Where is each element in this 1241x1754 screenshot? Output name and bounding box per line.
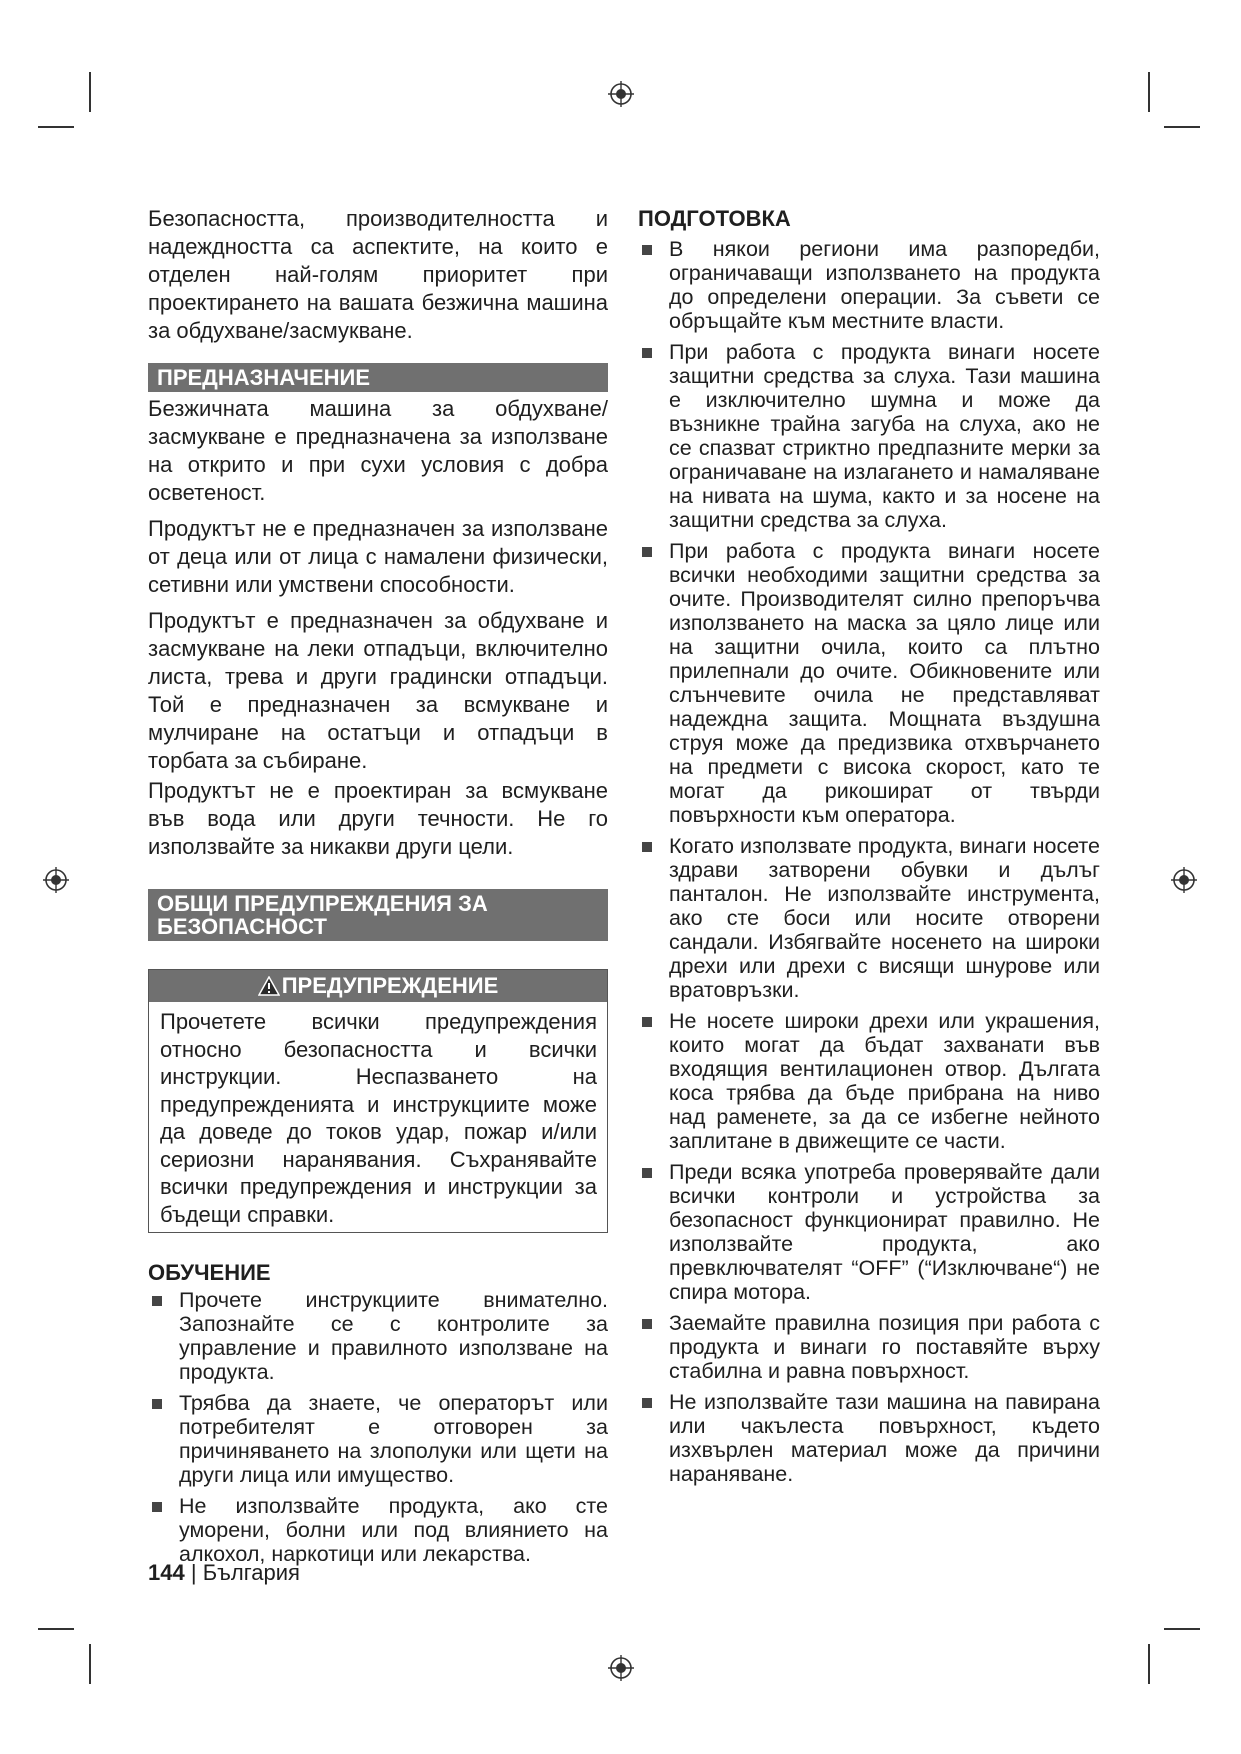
list-item-text: Преди всяка употреба проверявайте дали всички контроли и устройства за безопасност функционират правилно. Не използвайте продукта, ако превключвателят “OFF” (“Изключване“) не спира мотора.	[669, 1160, 1100, 1304]
warning-box	[148, 969, 608, 1233]
purpose-paragraph: Продуктът не е проектиран за всмукване във вода или други течности. Не го използвайте за никакви други цели.	[148, 778, 608, 859]
list-item-text: Не използвайте тази машина на павирана или чакълеста повърхност, където изхвърлен материал може да причини нараняване.	[669, 1390, 1100, 1486]
registration-mark-icon	[42, 866, 70, 894]
page-number: 144	[148, 1560, 185, 1585]
crop-mark	[1148, 72, 1150, 112]
list-item	[148, 1494, 608, 1566]
crop-mark	[1164, 126, 1200, 128]
training-list	[148, 1288, 608, 1566]
list-item-text: Трябва да знаете, че операторът или потребителят е отговорен за причиняването на злополуки или щети на други лица или имущество.	[179, 1391, 608, 1487]
warning-title: ПРЕДУПРЕЖДЕНИЕ	[281, 973, 499, 998]
bullet-square-icon	[642, 245, 652, 255]
list-item	[638, 1311, 1100, 1383]
section-header-purpose: ПРЕДНАЗНАЧЕНИЕ	[148, 363, 608, 392]
list-item-text: Не използвайте продукта, ако сте уморени, болни или под влиянието на алкохол, наркотици или лекарства.	[179, 1494, 608, 1566]
section-header-line: БЕЗОПАСНОСТ	[157, 914, 327, 939]
list-item-text: При работа с продукта винаги носете защитни средства за слуха. Тази машина е изключително шумна и може да възникне трайна загуба на слуха, ако не се спазват стриктно предпазните мерки за ограничаване на излагането и намаляване на нивата на шума, както и за носене на защитни средства за слуха.	[669, 340, 1100, 532]
crop-mark	[89, 1644, 91, 1684]
footer-language: България	[202, 1560, 300, 1585]
right-column	[638, 205, 1100, 1493]
bullet-square-icon	[642, 1168, 652, 1178]
warning-text: Прочетете всички предупреждения относно безопасността и всички инструкции. Неспазването на предупрежденията и инструкциите може да доведе до токов удар, пожар и/или сериозни наранявания. Съхранявайте всички предупреждения и инструкции за бъдещи справки.	[160, 1009, 597, 1227]
purpose-paragraph: Безжичната машина за обдухване/ засмукване е предназначена за използване на открито и при сухи условия с добра осветеност.	[148, 396, 608, 505]
bullet-square-icon	[642, 1319, 652, 1329]
bullet-square-icon	[152, 1502, 162, 1512]
list-item	[638, 1160, 1100, 1304]
registration-mark-icon	[607, 80, 635, 108]
list-item	[638, 237, 1100, 333]
bullet-square-icon	[642, 1017, 652, 1027]
purpose-paragraph: Продуктът не е предназначен за използване от деца или от лица с намалени физически, сетивни или умствени способности.	[148, 516, 608, 597]
section-header-line: ОБЩИ ПРЕДУПРЕЖДЕНИЯ ЗА	[157, 891, 488, 916]
list-item-text: При работа с продукта винаги носете всички необходими защитни средства за очите. Производителят силно препоръчва използването на маска за цяло лице или на защитни очила, които са плътно прилепнали до очите. Обикновените или слънчевите очила не представляват надеждна защита. Мощната въздушна струя може да предизвика отхвърчането на предмети с висока скорост, като те могат да рикошират от твърди повърхности към оператора.	[669, 539, 1100, 827]
left-column	[148, 205, 608, 1573]
registration-mark-icon	[1170, 866, 1198, 894]
list-item-text: В някои региони има разпоредби, ограничаващи използването на продукта до определени операции. За съвети се обръщайте към местните власти.	[669, 237, 1100, 333]
registration-mark-icon	[607, 1654, 635, 1682]
list-item	[638, 340, 1100, 532]
footer-separator: |	[190, 1560, 197, 1585]
list-item	[638, 1390, 1100, 1486]
list-item	[638, 1009, 1100, 1153]
crop-mark	[38, 1628, 74, 1630]
list-item-text: Прочете инструкциите внимателно. Запознайте се с контролите за управление и правилното използване на продукта.	[179, 1288, 608, 1384]
list-item-text: Заемайте правилна позиция при работа с продукта и винаги го поставяйте върху стабилна и равна повърхност.	[669, 1311, 1100, 1383]
bullet-square-icon	[152, 1399, 162, 1409]
section-header-general-safety	[148, 889, 608, 941]
section-title-preparation: ПОДГОТОВКА	[638, 206, 791, 231]
bullet-square-icon	[642, 547, 652, 557]
section-title-training: ОБУЧЕНИЕ	[148, 1260, 271, 1285]
crop-mark	[38, 126, 74, 128]
list-item	[148, 1288, 608, 1384]
bullet-square-icon	[152, 1296, 162, 1306]
bullet-square-icon	[642, 348, 652, 358]
bullet-square-icon	[642, 842, 652, 852]
list-item	[638, 539, 1100, 827]
purpose-paragraph: Продуктът е предназначен за обдухване и засмукване на леки отпадъци, включително листа, трева и други градински отпадъци. Той е предназначен за всмукване и мулчиране на остатъци и отпадъци в торбата за събиране.	[148, 608, 608, 773]
preparation-list	[638, 237, 1100, 1486]
bullet-square-icon	[642, 1398, 652, 1408]
crop-mark	[1164, 1628, 1200, 1630]
list-item-text: Когато използвате продукта, винаги носете здрави затворени обувки и дълъг панталон. Не използвайте инструмента, ако сте боси или носите отворени сандали. Избягвайте носенето на широки дрехи или дрехи с висящи шнурове или вратовръзки.	[669, 834, 1100, 1002]
warning-header	[149, 970, 607, 1002]
list-item	[148, 1391, 608, 1487]
list-item-text: Не носете широки дрехи или украшения, които могат да бъдат захванати във входящия вентилационен отвор. Дългата коса трябва да бъде прибрана на ниво над раменете, за да се избегне нейното заплитане в движещите се части.	[669, 1009, 1100, 1153]
crop-mark	[1148, 1644, 1150, 1684]
warning-body	[149, 1002, 607, 1232]
warning-triangle-icon	[258, 976, 280, 996]
intro-paragraph: Безопасността, производителността и надеждността са аспектите, на които е отделен най-голям приоритет при проектирането на вашата безжична машина за обдухване/засмукване.	[148, 206, 608, 343]
crop-mark	[89, 72, 91, 112]
page-footer	[148, 1560, 300, 1586]
list-item	[638, 834, 1100, 1002]
